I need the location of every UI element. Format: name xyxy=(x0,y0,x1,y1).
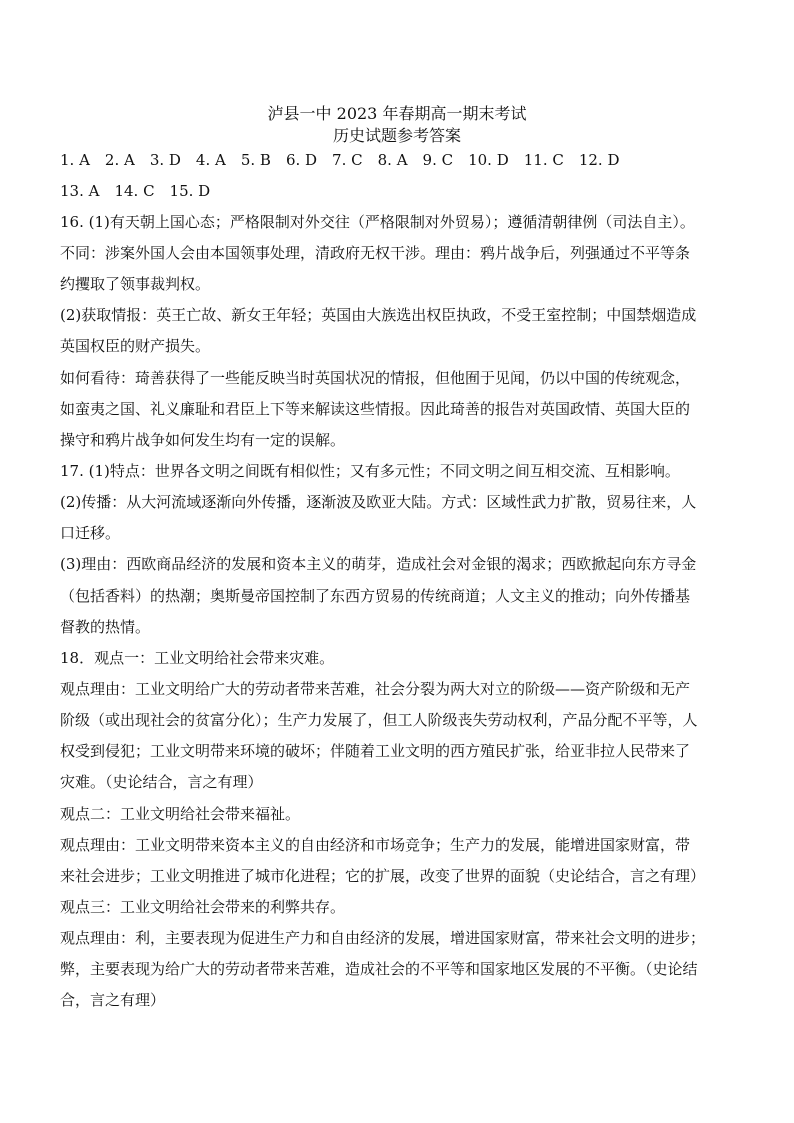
answer-line: 观点二：工业文明给社会带来福祉。 xyxy=(60,805,301,823)
answer-line: (2)传播：从大河流域逐渐向外传播，逐渐波及欧亚大陆。方式：区域性武力扩散，贸易往来，人 xyxy=(60,493,697,511)
answer-line: 观点理由：工业文明带来资本主义的自由经济和市场竞争；生产力的发展，能增进国家财富，带 xyxy=(60,836,691,854)
exam-subtitle: 历史试题参考答案 xyxy=(332,126,461,145)
answer-line: 英国权臣的财产损失。 xyxy=(60,337,211,355)
answer-line: （包括香料）的热潮；奥斯曼帝国控制了东西方贸易的传统商道；人文主义的推动；向外传播基 xyxy=(60,587,691,605)
answer-line: 如何看待：琦善获得了一些能反映当时英国状况的情报，但他囿于见闻，仍以中国的传统观念， xyxy=(60,369,691,387)
answer-line: 操守和鸦片战争如何发生均有一定的误解。 xyxy=(60,431,346,449)
answer-line: (3)理由：西欧商品经济的发展和资本主义的萌芽，造成社会对金银的渴求；西欧掀起向东方寻金 xyxy=(60,555,697,573)
answer-line: 灾难。（史论结合，言之有理） xyxy=(60,773,263,791)
answer-line: 约攫取了领事裁判权。 xyxy=(60,275,211,293)
answer-line: 弊，主要表现为给广大的劳动者带来苦难，造成社会的不平等和国家地区发展的不平衡。（史论结 xyxy=(60,960,698,978)
exam-title: 泸县一中 2023 年春期高一期末考试 xyxy=(267,104,527,123)
answer-line: (2)获取情报：英王亡故、新女王年轻；英国由大族选出权臣执政，不受王室控制；中国禁烟造成 xyxy=(60,306,697,324)
answer-line: 阶级（或出现社会的贫富分化）；生产力发展了，但工人阶级丧失劳动权利，产品分配不平等，人 xyxy=(60,711,698,729)
answer-line: 16. (1)有天朝上国心态；严格限制对外交往（严格限制对外贸易）；遵循清朝律例（司法自主）。 xyxy=(60,213,695,231)
answer-line: 合，言之有理） xyxy=(60,991,166,1009)
answer-line: 17. (1)特点：世界各文明之间既有相似性；又有多元性；不同文明之间互相交流、互相影响。 xyxy=(60,462,680,480)
answer-line: 口迁移。 xyxy=(60,524,121,542)
answer-line: 1. A 2. A 3. D 4. A 5. B 6. D 7. C 8. A 9. C 10. D 11. C 12. D xyxy=(60,151,620,169)
answer-line: 观点理由：工业文明给广大的劳动者带来苦难，社会分裂为两大对立的阶级——资产阶级和无产 xyxy=(60,680,691,698)
answer-line: 权受到侵犯；工业文明带来环境的破坏；伴随着工业文明的西方殖民扩张，给亚非拉人民带来了 xyxy=(60,742,691,760)
answer-line: 不同：涉案外国人会由本国领事处理，清政府无权干涉。理由：鸦片战争后，列强通过不平等条 xyxy=(60,244,691,262)
answer-line: 18．观点一：工业文明给社会带来灾难。 xyxy=(60,649,335,667)
answer-line: 观点三：工业文明给社会带来的利弊共存。 xyxy=(60,898,346,916)
answer-line: 13. A 14. C 15. D xyxy=(60,182,211,200)
answer-line: 督教的热情。 xyxy=(60,618,151,636)
answer-line: 如蛮夷之国、礼义廉耻和君臣上下等来解读这些情报。因此琦善的报告对英国政情、英国大臣的 xyxy=(60,400,691,418)
answer-line: 来社会进步；工业文明推进了城市化进程；它的扩展，改变了世界的面貌（史论结合，言之有理） xyxy=(60,867,706,885)
answer-line: 观点理由：利，主要表现为促进生产力和自由经济的发展，增进国家财富，带来社会文明的进步； xyxy=(60,929,706,947)
